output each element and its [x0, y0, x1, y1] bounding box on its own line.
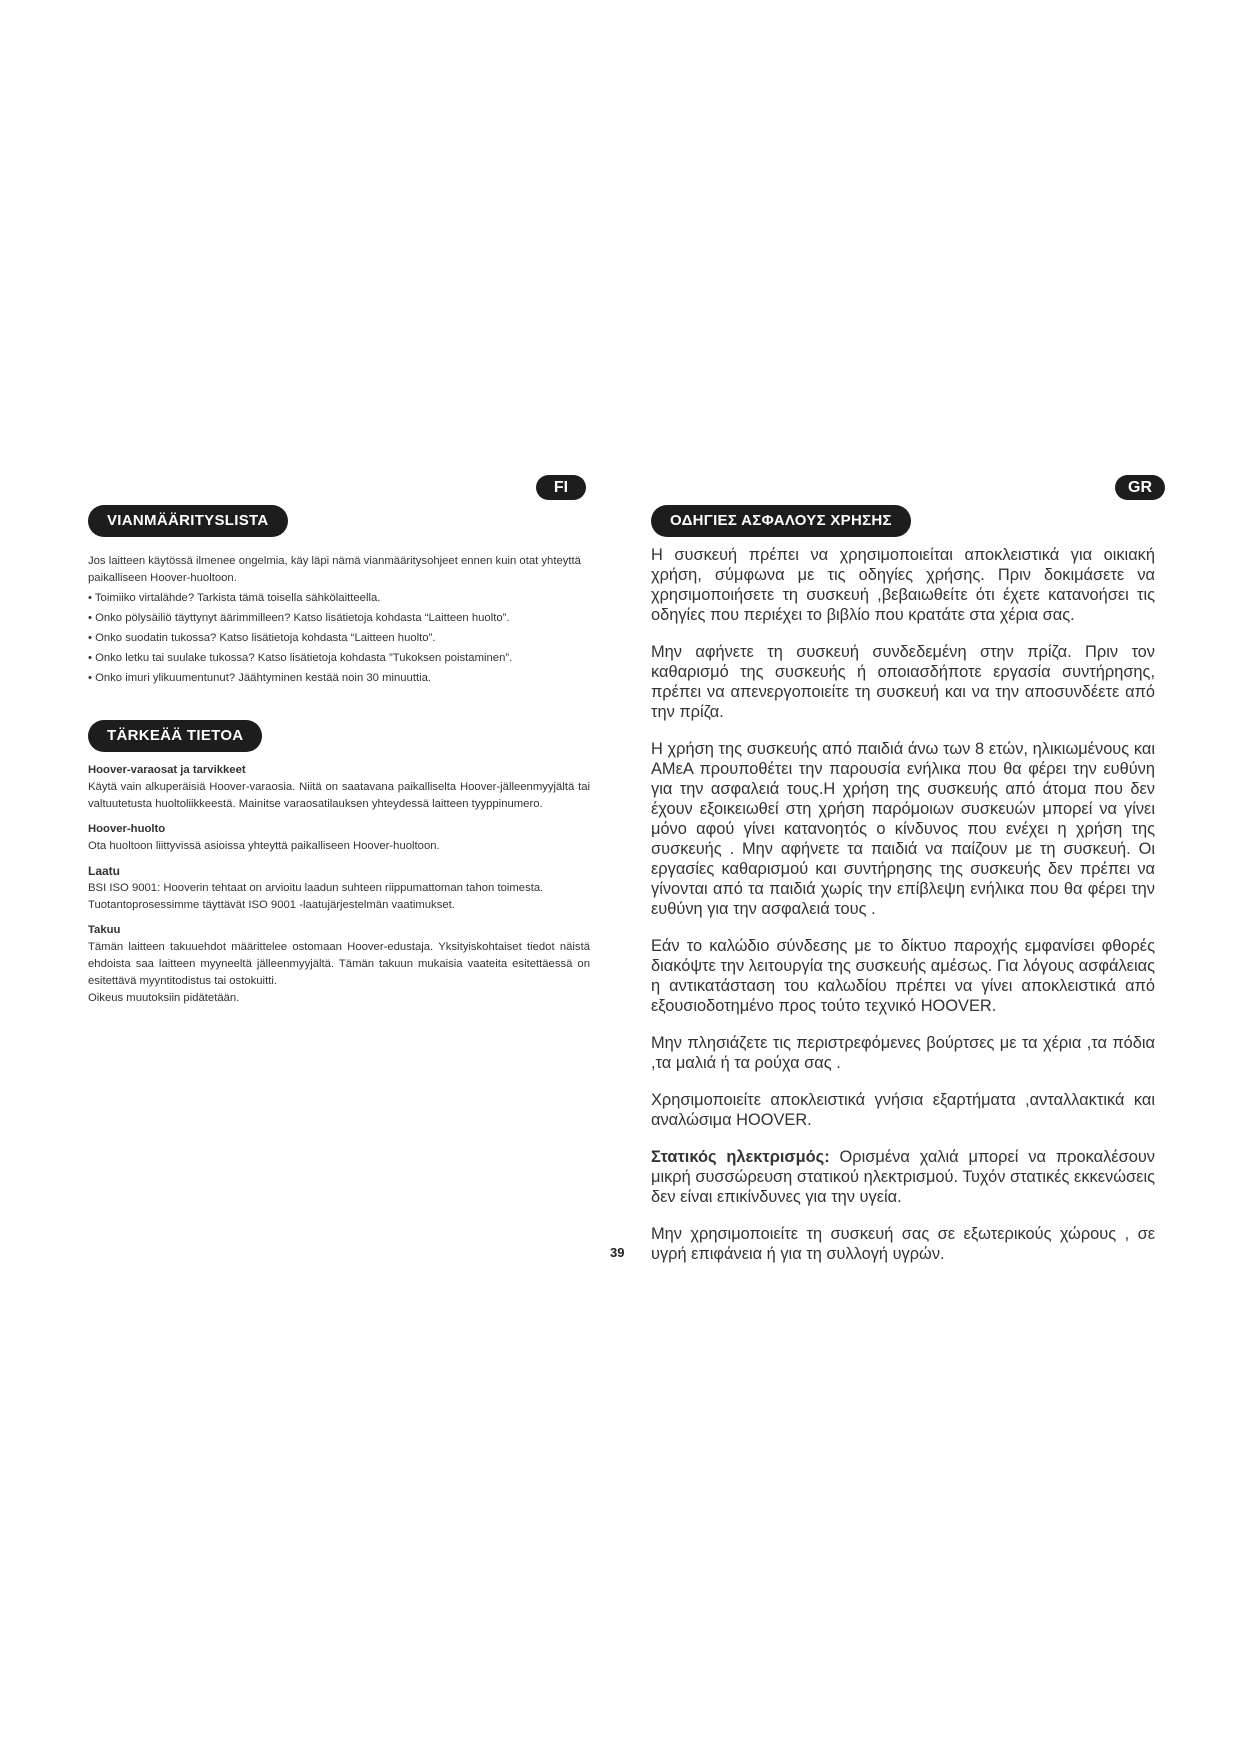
safety-paragraph: Εάν το καλώδιο σύνδεσης με το δίκτυο παροχής εμφανίσει φθορές διακόψτε την λειτουργία της συσκευής αμέσως. Για λόγους ασφάλειας η αντικατάσταση του καλωδίου πρέπει να γίνει αποκλειστικά από εξουσιοδοτημένο προς τούτο τεχνικό HOOVER.: [651, 937, 1155, 1015]
list-item: • Onko imuri ylikuumentunut? Jäähtyminen kestää noin 30 minuuttia.: [88, 670, 590, 687]
safety-paragraph: Μην αφήνετε τη συσκευή συνδεδεμένη στην πρίζα. Πριν τον καθαρισμό της συσκευής ή οποιασδήποτε εργασία συντήρησης, πρέπει να απενεργοποιείτε τη συσκευή και να την αποσυνδέετε από την πρίζα.: [651, 643, 1155, 721]
warranty-title: Takuu: [88, 924, 121, 936]
static-electricity-label: Στατικός ηλεκτρισμός:: [651, 1148, 830, 1166]
parts-title: Hoover-varaosat ja tarvikkeet: [88, 764, 246, 776]
warranty-text: Tämän laitteen takuuehdot määrittelee ostomaan Hoover-edustaja. Yksityiskohtaiset tiedot näistä ehdoista saa laitteen myyneeltä jälleenmyyjältä. Tämän takuun mukaisia vaateita esitettäessä on esitettävä myyntitodistus tai ostokuitti.: [88, 941, 590, 987]
quality-title: Laatu: [88, 864, 121, 878]
safety-heading: ΟΔΗΓΙΕΣ ΑΣΦΑΛΟΥΣ ΧΡΗΣΗΣ: [651, 505, 911, 537]
safety-paragraph: Χρησιμοποιείτε αποκλειστικά γνήσια εξαρτήματα ,ανταλλακτικά και αναλώσιμα HOOVER.: [651, 1091, 1155, 1129]
static-electricity-paragraph: [651, 1147, 1155, 1207]
safety-paragraph: Μην πλησιάζετε τις περιστρεφόμενες βούρτσες με τα χέρια ,τα πόδια ,τα μαλιά ή τα ρούχα σας .: [651, 1034, 1155, 1072]
troubleshooting-intro: Jos laitteen käytössä ilmenee ongelmia, käy läpi nämä vianmääritysohjeet ennen kuin otat yhteyttä paikalliseen Hoover-huoltoon.: [88, 555, 581, 584]
troubleshooting-list: [88, 590, 590, 687]
service-title: Hoover-huolto: [88, 823, 166, 835]
troubleshooting-heading: VIANMÄÄRITYSLISTA: [88, 505, 288, 537]
list-item: • Onko suodatin tukossa? Katso lisätietoja kohdasta “Laitteen huolto”.: [88, 630, 590, 647]
list-item: • Toimiiko virtalähde? Tarkista tämä toisella sähkölaitteella.: [88, 590, 590, 607]
list-item: • Onko letku tai suulake tukossa? Katso lisätietoja kohdasta ”Tukoksen poistaminen”.: [88, 650, 590, 667]
quality-text-1: BSI ISO 9001: Hooverin tehtaat on arvioitu laadun suhteen riippumattoman tahon toimesta.: [88, 882, 544, 894]
language-badge-fi: FI: [536, 475, 586, 500]
page-number: 39: [610, 1245, 625, 1260]
list-item: • Onko pölysäiliö täyttynyt äärimmilleen? Katso lisätietoja kohdasta “Laitteen huolto”.: [88, 610, 590, 627]
quality-text-2: Tuotantoprosessimme täyttävät ISO 9001 -laatujärjestelmän vaatimukset.: [88, 899, 455, 911]
static-electricity-text: Ορισμένα χαλιά μπορεί να προκαλέσουν μικρή συσσώρευση στατικού ηλεκτρισμού. Τυχόν στατικές εκκενώσεις δεν είναι επικίνδυνες για την υγεία.: [651, 1148, 1155, 1206]
safety-paragraph: Η χρήση της συσκευής από παιδιά άνω των 8 ετών, ηλικιωμένους και ΑΜεΑ προυποθέτει την παρουσία ενήλικα που θα φέρει την ευθύνη για την ασφαλειά τους.Η χρήση της συσκευής από άτομα που δεν έχουν εξοικειωθεί στη χρήση παρόμοιων συσκευών μπορεί να γίνει μόνο αφού γίνει κατανοητός ο κίνδυνος που ενέχει η χρήση της συσκευής . Μην αφήνετε τα παιδιά να παίζουν με τη συσκευή. Οι εργασίες καθαρισμού και συντήρησης της συσκευής δεν πρέπει να γίνονται από τα παιδιά χωρίς την επίβλεψη ενήλικα που θα φέρει την ευθύνη για την ασφαλειά τους .: [651, 740, 1155, 918]
greek-column: [651, 505, 1155, 1264]
safety-paragraph: Η συσκευή πρέπει να χρησιμοποιείται αποκλειστικά για οικιακή χρήση, σύμφωνα με τις οδηγίες χρήσης. Πριν δοκιμάσετε να χρησιμοποιήσετε τη συσκευή ,βεβαιωθείτε ότι έχετε κατανοήσει τις οδηγίες που περιέχει το βιβλίο που κρατάτε στα χέρια σας.: [651, 546, 1155, 624]
language-badge-gr: GR: [1115, 475, 1165, 500]
service-text: Ota huoltoon liittyvissä asioissa yhteyttä paikalliseen Hoover-huoltoon.: [88, 840, 440, 852]
important-info-heading: TÄRKEÄÄ TIETOA: [88, 720, 262, 752]
finnish-column: [88, 505, 590, 1007]
rights-reserved: Oikeus muutoksiin pidätetään.: [88, 992, 240, 1004]
parts-text: Käytä vain alkuperäisiä Hoover-varaosia. Niitä on saatavana paikalliselta Hoover-jälleenmyyjältä tai valtuutetusta huoltoliikkeestä. Mainitse varaosatilauksen yhteydessä laitteen tyyppinumero.: [88, 781, 590, 810]
safety-paragraph: Μην χρησιμοποιείτε τη συσκευή σας σε εξωτερικούς χώρους , σε υγρή επιφάνεια ή για τη συλλογή υγρών.: [651, 1225, 1155, 1263]
